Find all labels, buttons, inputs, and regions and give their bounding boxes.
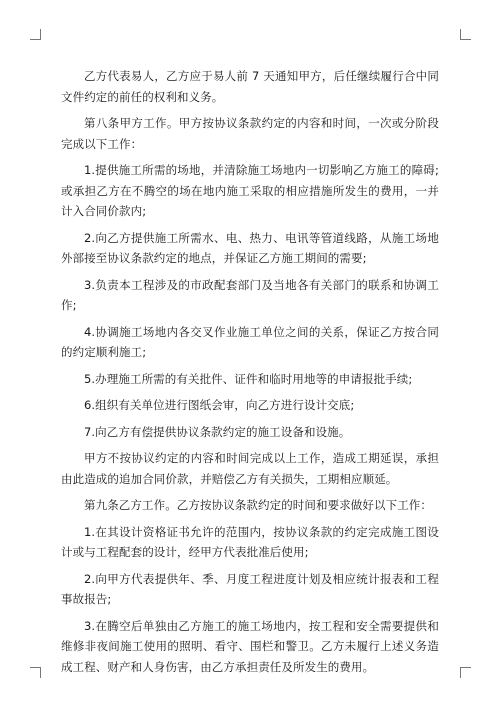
paragraph: 3.在腾空后单独由乙方施工的施工场地内，按工程和安全需要提供和维修非夜间施工使用的照明、看守、围栏和警卫。乙方未履行上述义务造成工程、财产和人身伤害，由乙方承担责任及所发生的费用。 bbox=[61, 618, 439, 674]
paragraph: 2.向乙方提供施工所需水、电、热力、电讯等管道线路，从施工场地外部接至协议条款约定的地点，并保证乙方施工期间的需要; bbox=[61, 230, 439, 265]
paragraph: 第八条甲方工作。甲方按协议条款约定的内容和时间，一次或分阶段完成以下工作： bbox=[61, 116, 439, 151]
paragraph: 2.向甲方代表提供年、季、月度工程进度计划及相应统计报表和工程事故报告; bbox=[61, 571, 439, 606]
paragraph: 1.提供施工所需的场地，并清除施工场地内一切影响乙方施工的障碍;或承担乙方在不腾空的场在地内施工采取的相应措施所发生的费用，一并计入合同价款内; bbox=[61, 163, 439, 218]
crop-mark-bottom-right bbox=[460, 667, 471, 678]
paragraph: 第九条乙方工作。乙方按协议条款约定的时间和要求做好以下工作： bbox=[84, 498, 432, 512]
crop-mark-bottom-left bbox=[30, 667, 41, 678]
paragraph: 1.在其设计资格证书允许的范围内，按协议条款的约定完成施工图设计或与工程配套的设计，经甲方代表批准后使用; bbox=[61, 524, 439, 559]
paragraph: 4.协调施工场地内各交叉作业施工单位之间的关系，保证乙方按合同的约定顺利施工; bbox=[61, 324, 439, 359]
paragraph: 6.组织有关单位进行图纸会审，向乙方进行设计交底; bbox=[84, 398, 355, 412]
document-body bbox=[61, 66, 439, 679]
crop-mark-top-left bbox=[30, 29, 41, 40]
paragraph: 5.办理施工所需的有关批件、证件和临时用地等的申请报批手续; bbox=[84, 371, 413, 386]
crop-mark-top-right bbox=[460, 29, 471, 40]
paragraph: 乙方代表易人，乙方应于易人前 7 天通知甲方，后任继续履行合中同文件约定的前任的权利和义务。 bbox=[61, 69, 439, 104]
paragraph: 7.向乙方有偿提供协议条款约定的施工设备和设施。 bbox=[84, 424, 351, 439]
paragraph: 3.负责本工程涉及的市政配套部门及当地各有关部门的联系和协调工作; bbox=[61, 277, 439, 312]
paragraph: 甲方不按协议约定的内容和时间完成以上工作，造成工期延误，承担由此造成的追加合同价款，并赔偿乙方有关损失，工期相应顺延。 bbox=[61, 451, 439, 486]
